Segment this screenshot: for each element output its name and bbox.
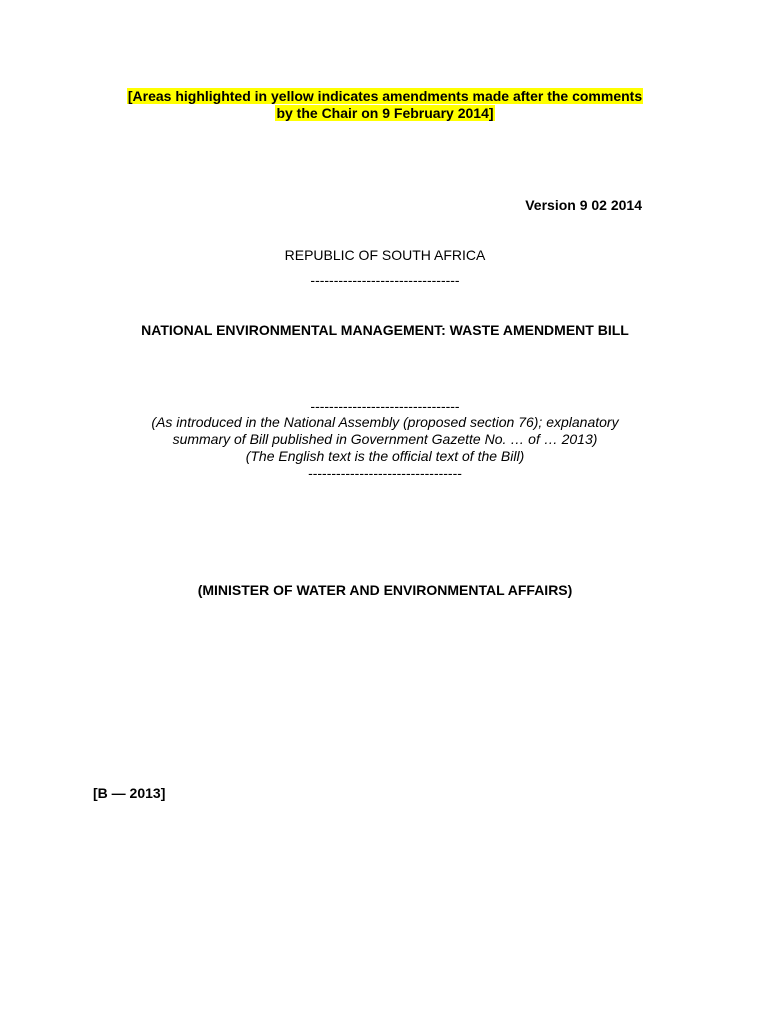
bill-number: [B — 2013] bbox=[93, 785, 166, 801]
separator-bottom: --------------------------------- bbox=[308, 465, 462, 481]
intro-line-3: (The English text is the official text of the Bill) bbox=[245, 448, 525, 464]
highlight-note-line-1: [Areas highlighted in yellow indicates amendments made after the comments bbox=[127, 88, 643, 104]
version-label: Version 9 02 2014 bbox=[525, 197, 642, 213]
intro-line-1: (As introduced in the National Assembly (proposed section 76); explanatory bbox=[151, 414, 619, 430]
bill-title: NATIONAL ENVIRONMENTAL MANAGEMENT: WASTE AMENDMENT BILL bbox=[141, 322, 629, 338]
minister-line: (MINISTER OF WATER AND ENVIRONMENTAL AFFAIRS) bbox=[197, 582, 573, 598]
separator-top: -------------------------------- bbox=[310, 272, 460, 288]
introduction-note bbox=[0, 414, 770, 465]
country-heading: REPUBLIC OF SOUTH AFRICA bbox=[284, 247, 486, 263]
amendment-highlight-note bbox=[0, 88, 770, 122]
highlight-note-line-2: by the Chair on 9 February 2014] bbox=[276, 105, 494, 121]
separator-mid: -------------------------------- bbox=[310, 398, 460, 414]
intro-line-2: summary of Bill published in Government Gazette No. … of … 2013) bbox=[172, 431, 598, 447]
